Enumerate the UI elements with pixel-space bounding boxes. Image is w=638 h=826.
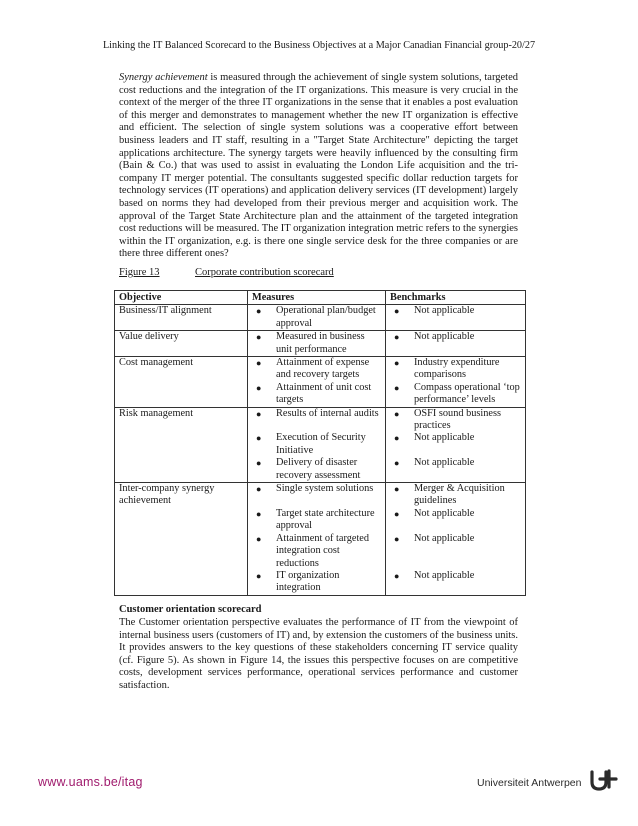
- benchmark-item: ● Not applicable: [394, 532, 475, 544]
- measure-item: ● IT organization integration: [256, 569, 340, 594]
- bullet-dot-icon: ●: [394, 306, 400, 317]
- benchmark-item: ● Not applicable: [394, 432, 475, 444]
- table-header-row: [115, 291, 526, 305]
- objective-cell: Inter-company synergy achievement: [115, 483, 248, 596]
- footer-brand: [477, 768, 619, 797]
- bullet-dot-icon: ●: [394, 332, 400, 343]
- benchmarks-cell: [386, 357, 526, 408]
- synergy-paragraph: [119, 72, 518, 261]
- bullet-dot-icon: ●: [394, 484, 400, 495]
- column-header-benchmarks: Benchmarks: [386, 291, 526, 305]
- bullet-dot-icon: ●: [256, 484, 262, 495]
- objective-cell: Value delivery: [115, 331, 248, 357]
- benchmark-item: ● OSFI sound business practices: [394, 407, 501, 432]
- section-heading: Customer orientation scorecard: [119, 604, 262, 615]
- measures-cell: [248, 357, 386, 408]
- measures-cell: [248, 483, 386, 596]
- bullet-dot-icon: ●: [394, 533, 400, 544]
- benchmark-item: ● Not applicable: [394, 569, 475, 581]
- measure-item: ● Operational plan/budget approval: [256, 305, 376, 329]
- table-row: [115, 483, 526, 596]
- benchmark-item: ● Not applicable: [394, 457, 475, 469]
- bullet-dot-icon: ●: [256, 508, 262, 519]
- university-logo-icon: [589, 768, 619, 797]
- university-name: Universiteit Antwerpen: [477, 776, 582, 789]
- measures-cell: [248, 305, 386, 331]
- measure-item: ● Measured in business unit performance: [256, 331, 365, 355]
- customer-orientation-paragraph: The Customer orientation perspective evaluates the performance of IT from the viewpoint of internal business users (customers of IT) and, by extension the customers of the business units. It provides answers to the key questions of these stakeholders concerning IT service quality (cf. Figure 5). As shown in Figure 14, the issues this perspective focuses on are competitive costs, development services performance, operational services performance and customer satisfaction.: [119, 617, 518, 691]
- measure-item: ● Attainment of expense and recovery targets: [256, 357, 370, 381]
- table-row: [115, 407, 526, 482]
- table-row: [115, 331, 526, 357]
- footer-url-link[interactable]: www.uams.be/itag: [38, 775, 143, 789]
- measure-item: ● Single system solutions: [256, 483, 374, 495]
- bullet-dot-icon: ●: [394, 408, 400, 419]
- measure-item: ● Results of internal audits: [256, 407, 379, 419]
- corporate-contribution-table: [114, 290, 526, 596]
- benchmarks-cell: [386, 483, 526, 596]
- table-row: [115, 357, 526, 408]
- measure-item: ● Attainment of targeted integration cost reductions: [256, 532, 370, 569]
- running-header: Linking the IT Balanced Scorecard to the Business Objectives at a Major Canadian Financial group-20/27: [102, 40, 536, 51]
- paragraph-text: is measured through the achievement of single system solutions, targeted cost reductions and the integration of the IT organizations. This measure is very crucial in the context of the merger of the three IT organizations in the sense that it enables a post evaluation of this merger and demonstrates to management whether the new IT organization is effective and efficient. The selection of single system solutions was a cooperative effort between business leaders and IT staff, resulting in a "Target State Architecture" depicting the target applications architecture. The synergy targets were heavily influenced by the consulting firm (Bain & Co.) that was used to assist in evaluating the London Life acquisition and the tri-company IT merger potential. The consultants suggested specific dollar reduction targets for technology services (IT operations) and application delivery services (IT development) largely based on norms they had developed from their previous merger and acquisition work. The approval of the Target State Architecture plan and the attainment of the targeted integration cost reductions will be measured. The IT organization integration metric refers to the synergies within the IT organization, e.g. is there one single service desk for the three companies or are there three different ones?: [119, 72, 518, 260]
- measures-cell: [248, 331, 386, 357]
- bullet-dot-icon: ●: [394, 382, 400, 393]
- bullet-dot-icon: ●: [394, 358, 400, 369]
- bullet-dot-icon: ●: [256, 408, 262, 419]
- bullet-dot-icon: ●: [256, 433, 262, 444]
- benchmarks-cell: [386, 407, 526, 482]
- measure-item: ● Execution of Security Initiative: [256, 432, 366, 456]
- objective-cell: Cost management: [115, 357, 248, 408]
- objective-cell: Business/IT alignment: [115, 305, 248, 331]
- benchmark-item: ● Not applicable: [394, 507, 475, 519]
- bullet-dot-icon: ●: [394, 458, 400, 469]
- column-header-objective: Objective: [115, 291, 248, 305]
- measures-cell: [248, 407, 386, 482]
- benchmarks-cell: [386, 331, 526, 357]
- benchmark-item: ● Merger & Acquisition guidelines: [394, 483, 505, 507]
- column-header-measures: Measures: [248, 291, 386, 305]
- bullet-dot-icon: ●: [256, 332, 262, 343]
- benchmark-item: ● Compass operational ‘top performance’ levels: [394, 381, 520, 406]
- benchmark-item: ● Not applicable: [394, 331, 475, 343]
- figure-title: Corporate contribution scorecard: [195, 267, 334, 278]
- benchmark-item: ● Not applicable: [394, 305, 475, 317]
- measure-item: ● Attainment of unit cost targets: [256, 381, 372, 406]
- objective-cell: Risk management: [115, 407, 248, 482]
- bullet-dot-icon: ●: [394, 570, 400, 581]
- measure-item: ● Target state architecture approval: [256, 507, 375, 532]
- bullet-dot-icon: ●: [256, 570, 262, 581]
- measure-item: ● Delivery of disaster recovery assessment: [256, 457, 361, 481]
- figure-number: Figure 13: [119, 267, 160, 278]
- bullet-dot-icon: ●: [256, 358, 262, 369]
- benchmark-item: ● Industry expenditure comparisons: [394, 357, 500, 381]
- lead-term: Synergy achievement: [119, 72, 208, 83]
- bullet-dot-icon: ●: [256, 458, 262, 469]
- bullet-dot-icon: ●: [256, 533, 262, 544]
- bullet-dot-icon: ●: [394, 433, 400, 444]
- bullet-dot-icon: ●: [394, 508, 400, 519]
- table-row: [115, 305, 526, 331]
- bullet-dot-icon: ●: [256, 306, 262, 317]
- benchmarks-cell: [386, 305, 526, 331]
- bullet-dot-icon: ●: [256, 382, 262, 393]
